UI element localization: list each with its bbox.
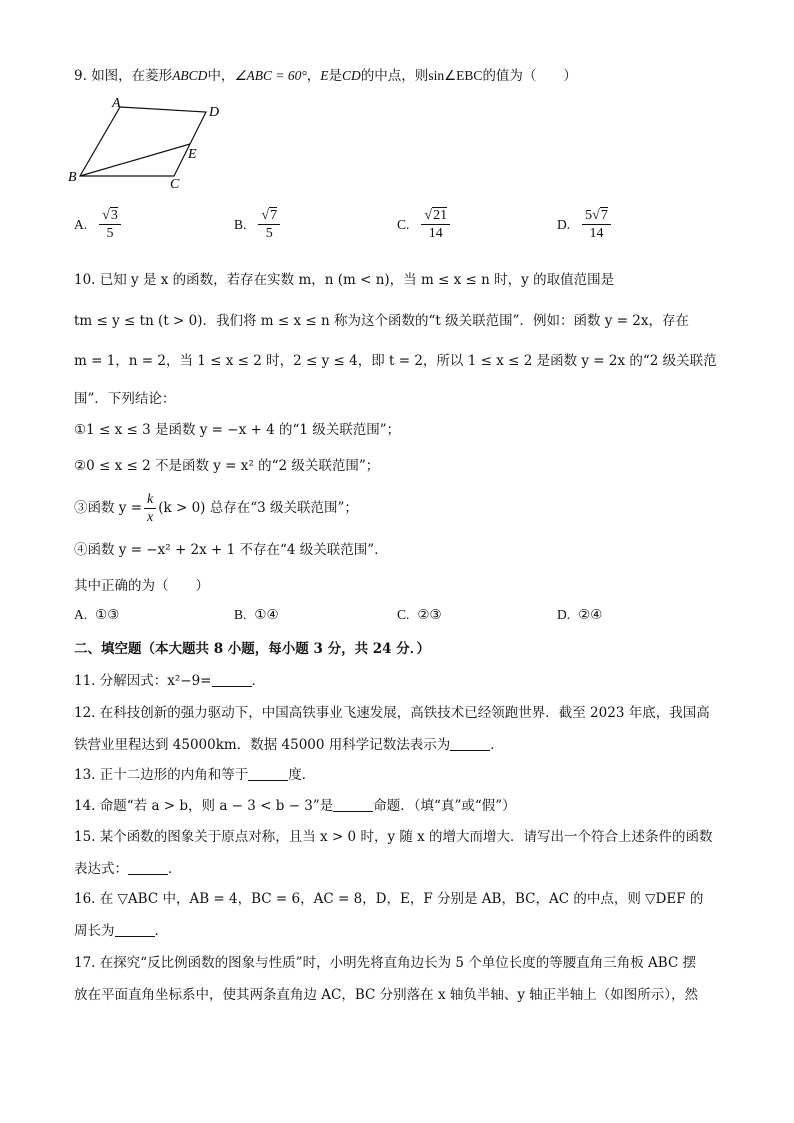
section-2-heading: 二、填空题（本大题共 8 小题，每小题 3 分，共 24 分．） bbox=[74, 641, 431, 657]
q10-line-3: m = 1，n = 2，当 1 ≤ x ≤ 2 时，2 ≤ y ≤ 4，即 t = 2，所以 1 ≤ x ≤ 2 是函数 y = 2x 的“2 级关联范 bbox=[74, 353, 717, 369]
q10-conclusion-1: ①1 ≤ x ≤ 3 是函数 y = −x + 4 的“1 级关联范围”； bbox=[74, 422, 401, 438]
q9-option-b[interactable]: B. $\frac{√7}{5}$ bbox=[234, 207, 280, 242]
q12-line-1: 12. 在科技创新的强力驱动下，中国高铁事业飞速发展，高铁技术已经领跑世界．截至 2023 年底，我国高 bbox=[74, 705, 710, 721]
q15-line-1: 15. 某个函数的图象关于原点对称，且当 x > 0 时，y 随 x 的增大而增大．请写出一个符合上述条件的函数 bbox=[74, 829, 713, 845]
q9-option-c[interactable]: C. $\frac{√21}{14}$ bbox=[397, 207, 450, 242]
label-b: B bbox=[68, 170, 77, 185]
q13-answer-blank[interactable] bbox=[248, 766, 288, 781]
q10-option-a[interactable]: A. ①③ bbox=[74, 607, 120, 623]
q13: 13. 正十二边形的内角和等于 度． bbox=[74, 767, 316, 783]
segment-be bbox=[80, 144, 190, 176]
q11-answer-blank[interactable] bbox=[212, 672, 252, 687]
q11: 11. 分解因式：x²−9= ． bbox=[74, 673, 265, 689]
label-d: D bbox=[209, 105, 220, 120]
q16-answer-blank[interactable] bbox=[115, 922, 155, 937]
rhombus-figure bbox=[66, 96, 236, 192]
rhombus-abcd bbox=[80, 107, 206, 176]
q15-answer-blank[interactable] bbox=[128, 860, 168, 875]
q9-option-d[interactable]: D. $\frac{5√7}{14}$ bbox=[557, 207, 611, 242]
q17-line-1: 17. 在探究“反比例函数的图象与性质”时，小明先将直角边长为 5 个单位长度的等腰直角三角板 ABC 摆 bbox=[74, 955, 697, 971]
q17-line-2: 放在平面直角坐标系中，使其两条直角边 AC，BC 分别落在 x 轴负半轴、y 轴正半轴上（如图所示），然 bbox=[74, 987, 699, 1003]
q16-line-1: 16. 在 ▽ABC 中，AB = 4，BC = 6，AC = 8，D，E，F 分别是 AB，BC，AC 的中点，则 ▽DEF 的 bbox=[74, 891, 704, 907]
q10-option-b[interactable]: B. ①④ bbox=[234, 607, 279, 623]
label-c: C bbox=[170, 177, 180, 192]
q10-option-c[interactable]: C. ②③ bbox=[397, 607, 442, 623]
q10-line-4: 围”．下列结论： bbox=[74, 391, 176, 407]
q14-answer-blank[interactable] bbox=[333, 797, 373, 812]
q10-conclusion-2: ②0 ≤ x ≤ 2 不是函数 y = x² 的“2 级关联范围”； bbox=[74, 458, 380, 474]
q15-line-2: 表达式： ． bbox=[74, 861, 182, 877]
q10-conclusion-4: ④函数 y = −x² + 2x + 1 不存在“4 级关联范围”． bbox=[74, 542, 388, 558]
q10-option-d[interactable]: D. ②④ bbox=[557, 607, 603, 623]
q10-line-2: tm ≤ y ≤ tn (t > 0)．我们将 m ≤ x ≤ n 称为这个函数的“t 级关联范围”．例如：函数 y = 2x，存在 bbox=[74, 313, 690, 329]
q10-ask: 其中正确的为（ ） bbox=[74, 578, 209, 594]
q10-line-1: 10. 已知 y 是 x 的函数，若存在实数 m，n (m < n)，当 m ≤ x ≤ n 时，y 的取值范围是 bbox=[74, 272, 615, 288]
q9-stem: 9. 如图，在菱形ABCD中，∠ABC = 60°，E是CD的中点，则sin∠EBC的值为（ ） bbox=[74, 68, 577, 84]
q14: 14. 命题“若 a > b，则 a − 3 < b − 3”是 命题．（填“真”或“假”） bbox=[74, 798, 516, 814]
q12-answer-blank[interactable] bbox=[450, 736, 490, 751]
q16-line-2: 周长为 ． bbox=[74, 923, 168, 939]
label-a: A bbox=[112, 96, 121, 111]
q12-line-2: 铁营业里程达到 45000km．数据 45000 用科学记数法表示为 ． bbox=[74, 737, 504, 753]
q9-option-a[interactable]: A. $\frac{√3}{5}$ bbox=[74, 207, 121, 242]
label-e: E bbox=[188, 147, 197, 162]
q10-conclusion-3: ③函数 y = $\frac{k}{x}$ (k > 0) 总存在“3 级关联范围”； bbox=[74, 491, 358, 525]
